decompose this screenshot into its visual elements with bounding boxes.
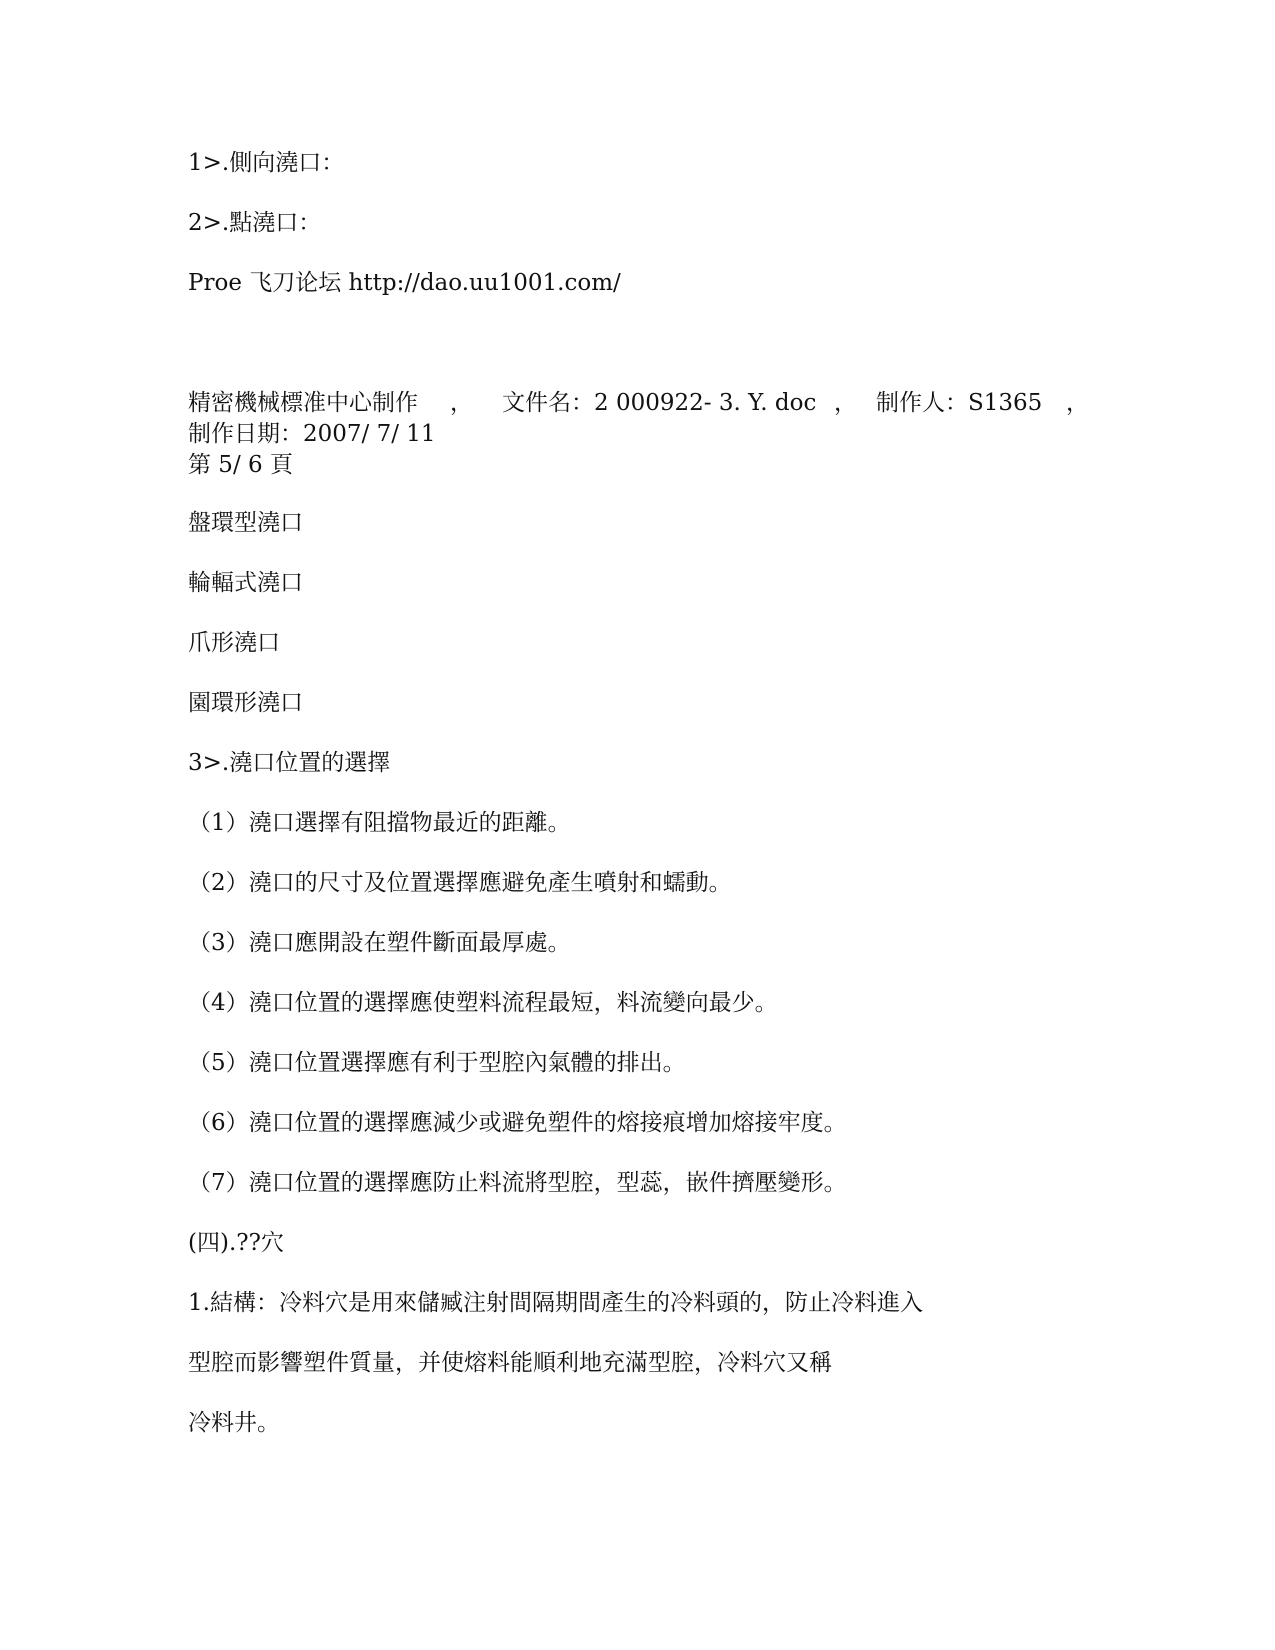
rule-item-2: （2）澆口的尺寸及位置選擇應避免產生噴射和蠕動。	[188, 870, 732, 896]
heading-side-gate: 1>.側向澆口：	[188, 150, 345, 176]
heading-pin-gate: 2>.點澆口：	[188, 210, 322, 236]
rule-item-4: （4）澆口位置的選擇應使塑料流程最短，料流變向最少。	[188, 990, 778, 1016]
paragraph-line-1: 1.結構：冷料穴是用來儲臧注射間隔期間產生的冷料頭的，防止冷料進入	[188, 1290, 923, 1316]
section-heading-cold-well: (四).??穴	[188, 1230, 284, 1256]
rule-item-5: （5）澆口位置選擇應有利于型腔內氣體的排出。	[188, 1050, 686, 1076]
heading-gate-location: 3>.澆口位置的選擇	[188, 750, 391, 776]
rule-item-6: （6）澆口位置的選擇應減少或避免塑件的熔接痕增加熔接牢度。	[188, 1110, 847, 1136]
footer-row-1	[188, 388, 1118, 419]
gate-type-disc: 盤環型澆口	[188, 510, 303, 536]
footer-author: 制作人：S1365	[876, 390, 1043, 416]
footer-row-2	[188, 419, 1118, 450]
gate-type-spoke: 輪輻式澆口	[188, 570, 303, 596]
paragraph-line-2: 型腔而影響塑件質量，并使熔料能順利地充滿型腔，冷料穴又稱	[188, 1350, 832, 1376]
page-footer	[188, 388, 1118, 481]
footer-separator-1: ，	[450, 390, 473, 416]
footer-maker: 精密機械標准中心制作	[188, 390, 418, 416]
footer-separator-2: ，	[834, 390, 857, 416]
gate-type-ring: 園環形澆口	[188, 690, 303, 716]
footer-separator-3: ，	[1066, 390, 1089, 416]
gate-type-claw: 爪形澆口	[188, 630, 280, 656]
footer-date: 制作日期：2007/ 7/ 11	[188, 421, 436, 447]
rule-item-7: （7）澆口位置的選擇應防止料流將型腔，型蕊，嵌件擠壓變形。	[188, 1170, 847, 1196]
paragraph-line-3: 冷料井。	[188, 1410, 280, 1436]
rule-item-3: （3）澆口應開設在塑件斷面最厚處。	[188, 930, 571, 956]
rule-item-1: （1）澆口選擇有阻擋物最近的距離。	[188, 810, 571, 836]
page-number: 第 5/ 6 頁	[188, 452, 293, 478]
footer-row-3	[188, 450, 1118, 481]
forum-watermark-text: Proe 飞刀论坛 http://dao.uu1001.com/	[188, 270, 621, 296]
footer-filename: 文件名：2 000922- 3. Y. doc	[502, 390, 817, 416]
